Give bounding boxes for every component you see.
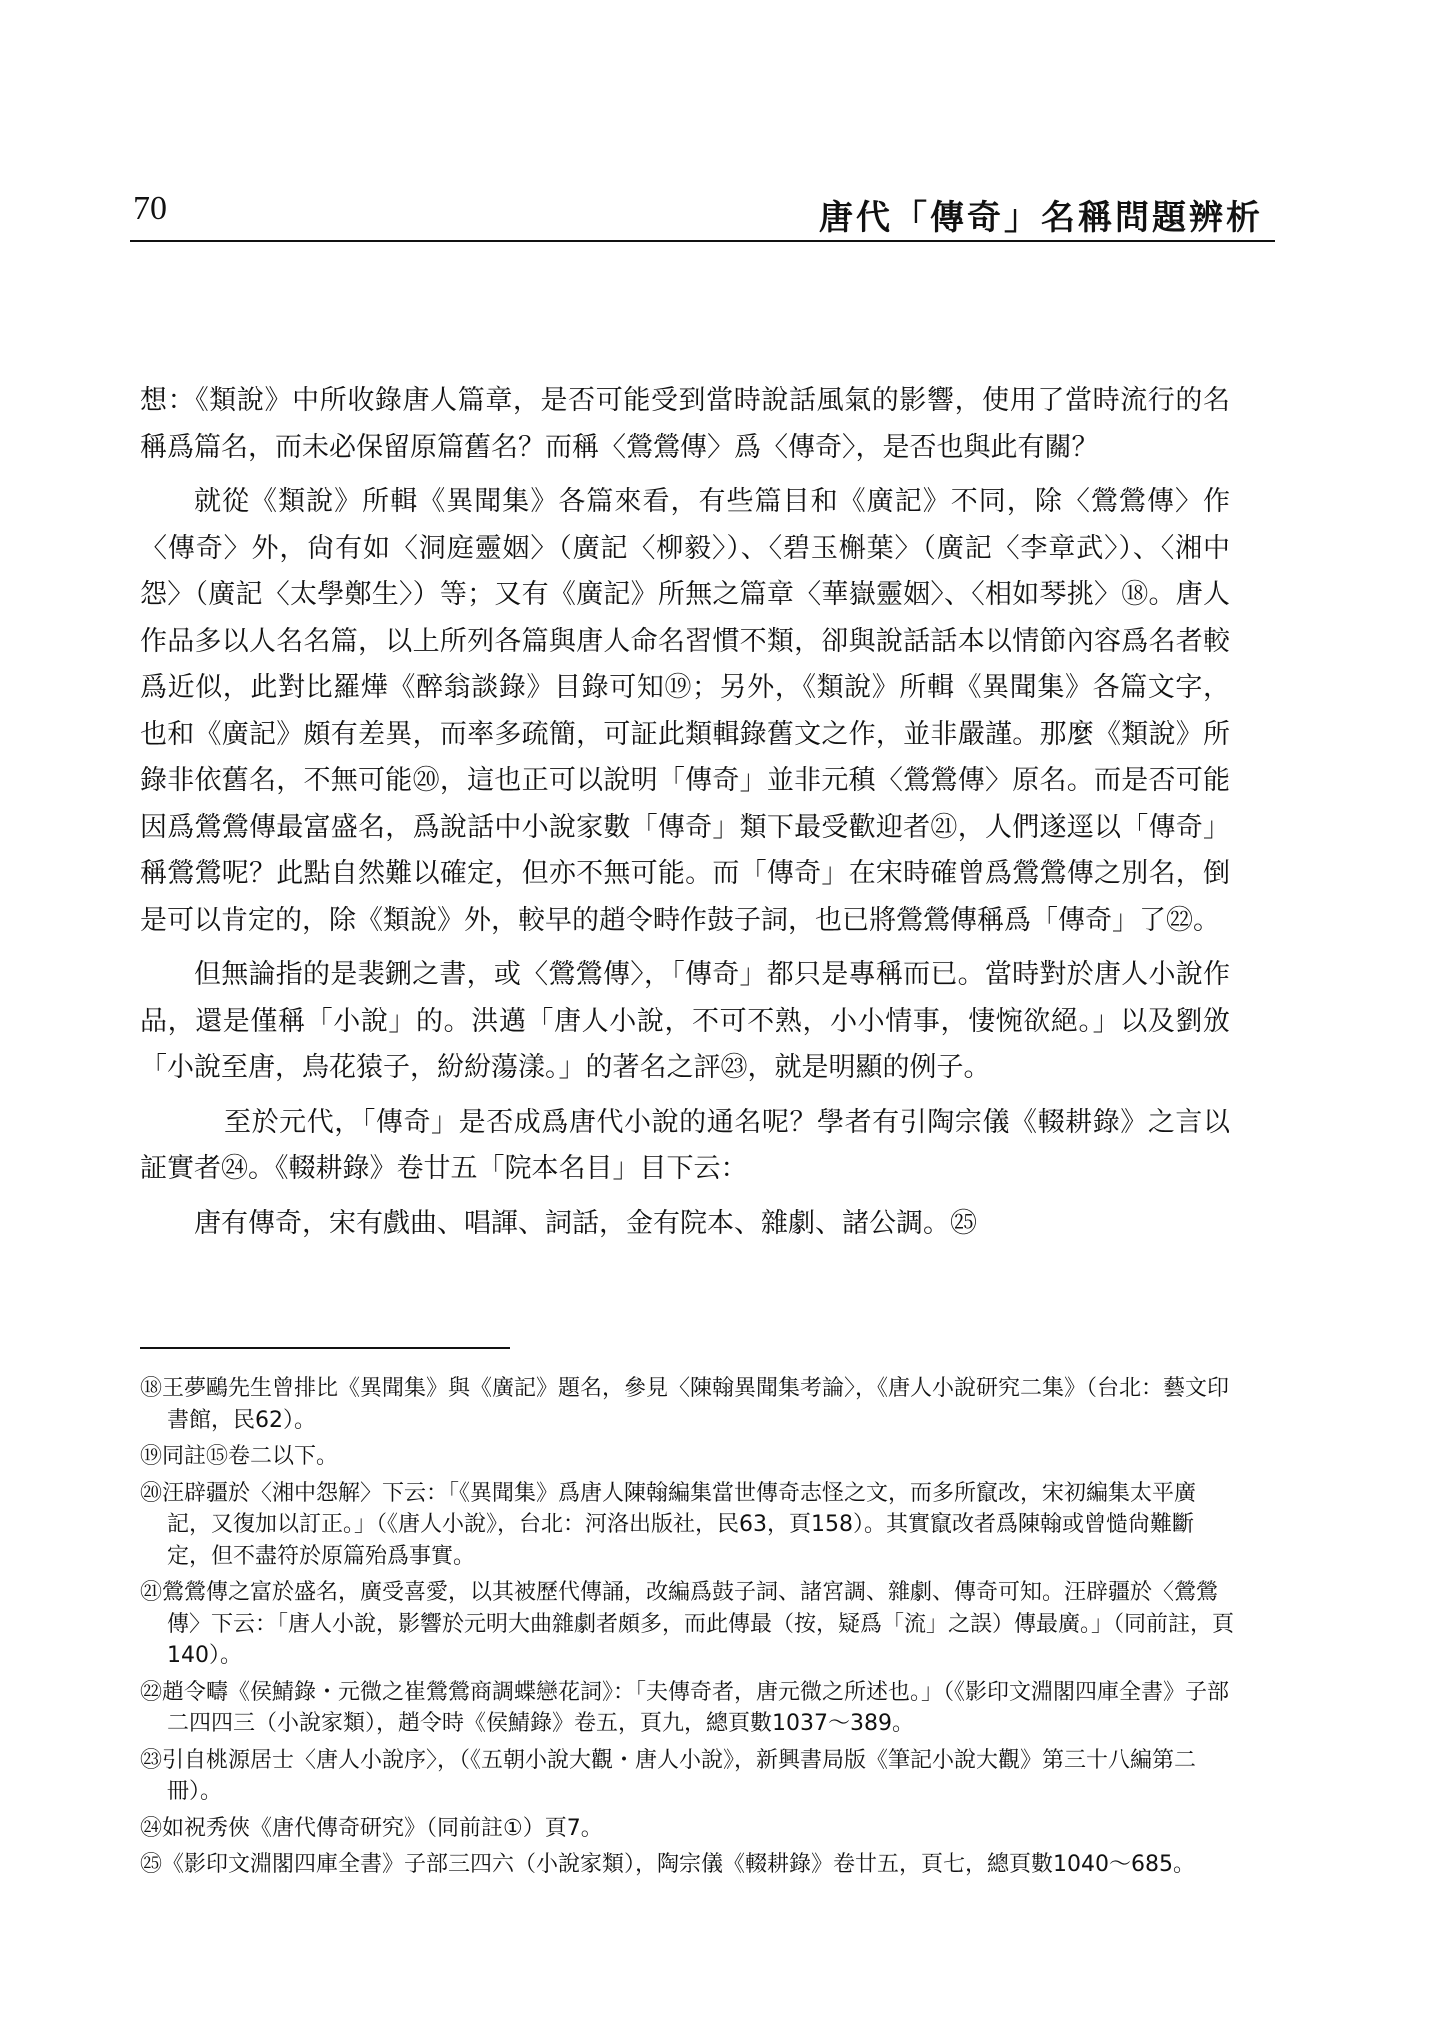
- footnote-22: ㉒趙令疇《侯鯖錄・元微之崔鶯鶯商調蝶戀花詞》：「夫傳奇者，唐元微之所述也。」（《影印文淵閣四庫全書》子部二四四三（小說家類），趙令時《侯鯖錄》卷五，頁九，總頁數1037～389。: [140, 1679, 1230, 1736]
- footnote-23: ㉓引自桃源居士〈唐人小說序〉，（《五朝小說大觀・唐人小說》，新興書局版《筆記小說大觀》第三十八編第二冊）。: [140, 1747, 1197, 1804]
- footnotes: [140, 1373, 1235, 1886]
- header-rule: [130, 240, 1275, 242]
- footnote-21: ㉑鶯鶯傳之富於盛名，廣受喜愛，以其被歷代傳誦，改編爲鼓子詞、諸宮調、雜劇、傳奇可知。汪辟疆於〈鶯鶯傳〉下云：「唐人小說，影響於元明大曲雜劇者頗多，而此傳最（按，疑爲「流」之誤）傳最廣。」（同前註，頁140）。: [140, 1580, 1235, 1668]
- footnote-20: ⑳汪辟疆於〈湘中怨解〉下云：「《異聞集》爲唐人陳翰編集當世傳奇志怪之文，而多所竄改，宋初編集太平廣記，又復加以訂正。」（《唐人小說》，台北：河洛出版社，民63，頁158）。其實竄改者爲陳翰或曾慥尙難斷定，但不盡符於原篇殆爲事實。: [140, 1480, 1197, 1569]
- footnote-18: ⑱王夢鷗先生曾排比《異聞集》與《廣記》題名，參見〈陳翰異聞集考論〉，《唐人小說研究二集》（台北：藝文印書館，民62）。: [140, 1376, 1230, 1433]
- paragraph-2: 就從《類說》所輯《異聞集》各篇來看，有些篇目和《廣記》不同，除〈鶯鶯傳〉作〈傳奇〉外，尙有如〈洞庭靈姻〉（廣記〈柳毅〉）、〈碧玉槲葉〉（廣記〈李章武〉）、〈湘中怨〉（廣記〈太學鄭生〉）等；又有《廣記》所無之篇章〈華嶽靈姻〉、〈相如琴挑〉⑱。唐人作品多以人名名篇，以上所列各篇與唐人命名習慣不類，卻與說話話本以情節內容爲名者較爲近似，此對比羅燁《醉翁談錄》目錄可知⑲；另外，《類說》所輯《異聞集》各篇文字，也和《廣記》頗有差異，而率多疏簡，可証此類輯錄舊文之作，並非嚴謹。那麼《類說》所錄非依舊名，不無可能⑳，這也正可以說明「傳奇」並非元稹〈鶯鶯傳〉原名。而是否可能因爲鶯鶯傳最富盛名，爲說話中小說家數「傳奇」類下最受歡迎者㉑，人們遂逕以「傳奇」稱鶯鶯呢？此點自然難以確定，但亦不無可能。而「傳奇」在宋時確曾爲鶯鶯傳之別名，倒是可以肯定的，除《類說》外，較早的趙令畤作鼓子詞，也已將鶯鶯傳稱爲「傳奇」了㉒。: [140, 486, 1230, 936]
- paragraph-1: 想：《類說》中所收錄唐人篇章，是否可能受到當時說話風氣的影響，使用了當時流行的名稱爲篇名，而未必保留原篇舊名？而稱〈鶯鶯傳〉爲〈傳奇〉，是否也與此有關？: [140, 385, 1230, 463]
- footnote-24: ㉔如祝秀俠《唐代傳奇研究》（同前註①）頁7。: [140, 1815, 603, 1841]
- footnote-rule: [140, 1347, 510, 1349]
- footnote-25: ㉕《影印文淵閣四庫全書》子部三四六（小說家類），陶宗儀《輟耕錄》卷廿五，頁七，總頁數1040～685。: [140, 1852, 1195, 1877]
- footnote-19: ⑲同註⑮卷二以下。: [140, 1444, 339, 1469]
- paragraph-3: 但無論指的是裴鉶之書，或〈鶯鶯傳〉，「傳奇」都只是專稱而已。當時對於唐人小說作品，還是僅稱「小說」的。洪邁「唐人小說，不可不熟，小小情事，悽惋欲絕。」以及劉攽「小說至唐，鳥花猿子，紛紛蕩漾。」的著名之評㉓，就是明顯的例子。: [140, 959, 1230, 1083]
- page-number: 70: [133, 190, 167, 227]
- block-quote: 唐有傳奇，宋有戲曲、唱諢、詞話，金有院本、雜劇、諸公調。㉕: [194, 1207, 977, 1239]
- paragraph-4: 至於元代，「傳奇」是否成爲唐代小說的通名呢？學者有引陶宗儀《輟耕錄》之言以証實者㉔。《輟耕錄》卷廿五「院本名目」目下云：: [140, 1106, 1230, 1184]
- body-text: [140, 378, 1230, 1255]
- running-title: 唐代「傳奇」名稱問題辨析: [819, 198, 1263, 238]
